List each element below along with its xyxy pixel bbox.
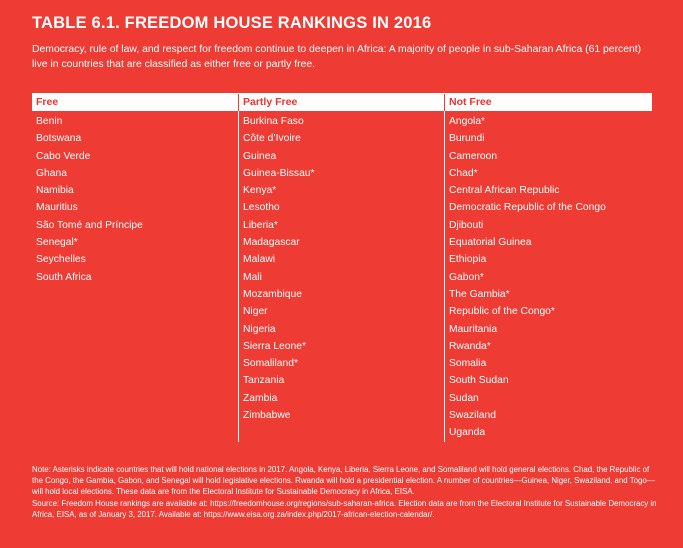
country-item: Burkina Faso (243, 116, 304, 127)
header-not-free: Not Free (444, 94, 652, 111)
country-item: Gabon* (449, 271, 484, 283)
country-item: Swaziland (449, 410, 496, 422)
country-item: South Africa (36, 271, 92, 283)
country-item: Central African Republic (449, 185, 560, 197)
country-item: Tanzania (243, 375, 285, 387)
header-free: Free (36, 96, 59, 108)
column-not-free (444, 111, 652, 442)
country-item: Lesotho (243, 202, 280, 214)
country-item: Botswana (36, 133, 82, 145)
country-item: Namibia (36, 185, 74, 197)
country-item: Kenya* (243, 185, 277, 197)
country-item: Cabo Verde (36, 150, 91, 162)
country-item: Senegal* (36, 237, 78, 249)
country-item: Zimbabwe (243, 410, 291, 422)
country-item: South Sudan (449, 375, 509, 387)
header-partly-free: Partly Free (238, 94, 444, 111)
country-item: Guinea (243, 150, 277, 162)
country-item: Ethiopia (449, 254, 487, 266)
country-item: Angola* (449, 116, 486, 127)
country-item: Djibouti (449, 219, 484, 231)
country-item: The Gambia* (449, 288, 510, 300)
rankings-table (32, 93, 652, 442)
footer-note: Note: Asterisks indicate countries that will hold national elections in 2017. Angola, Kenya, Liberia, Sierra Leone, and Somaliland will hold general elections. Chad, the Republic of the Congo, the Gambia, Gabon, and Senegal will hold legislative elections. Rwanda will hold a presidential election. A number of countries—Guinea, Niger, Swaziland, and Togo—will hold local elections. These data are from the Electoral Institute for Sustainable Democracy in Africa, EISA. (32, 465, 655, 496)
country-item: Seychelles (36, 254, 86, 266)
country-item: Ghana (36, 167, 67, 179)
country-item: Somalia (449, 358, 487, 370)
country-item: Sierra Leone* (243, 340, 306, 352)
country-item: Somaliland* (243, 358, 298, 370)
country-item: Mali (243, 271, 262, 283)
country-item: Mauritius (36, 202, 78, 214)
column-free (32, 111, 238, 442)
country-item: Sudan (449, 392, 479, 404)
country-item: São Tomé and Príncipe (36, 219, 143, 231)
country-item: Zambia (243, 392, 278, 404)
country-item: Benin (36, 116, 63, 127)
country-item: Niger (243, 306, 268, 318)
country-item: Cameroon (449, 150, 498, 162)
intro-paragraph: Democracy, rule of law, and respect for freedom continue to deepen in Africa: A majority of people in sub-Saharan Africa (61 percent) live in countries that are classified as either free or partly free. (32, 44, 642, 70)
table-body (32, 111, 652, 442)
country-item: Nigeria (243, 323, 276, 335)
footer-source: Source: Freedom House rankings are available at: https://freedomhouse.org/regions/sub-saharan-africa. Election data are from the Electoral Institute for Sustainable Democracy in Africa, EISA, as of January 3, 2017. Available at: https://www.eisa.org.za/index.php/2017-african-election-calendar/. (32, 499, 657, 520)
country-item: Madagascar (243, 237, 300, 249)
country-item: Malawi (243, 254, 276, 266)
country-item: Democratic Republic of the Congo (449, 202, 606, 214)
country-item: Chad* (449, 167, 478, 179)
country-item: Mauritania (449, 323, 498, 335)
column-partly-free (238, 111, 444, 442)
country-item: Uganda (449, 427, 486, 439)
country-item: Republic of the Congo* (449, 306, 555, 318)
country-item: Burundi (449, 133, 485, 145)
table-header-row (32, 94, 652, 111)
country-item: Liberia* (243, 219, 278, 231)
footer-notes (32, 465, 657, 523)
country-item: Rwanda* (449, 340, 491, 352)
table-title: TABLE 6.1. FREEDOM HOUSE RANKINGS IN 2016 (32, 14, 432, 32)
country-item: Côte d’Ivoire (243, 133, 301, 145)
country-item: Mozambique (243, 288, 302, 300)
country-item: Guinea-Bissau* (243, 167, 315, 179)
country-item: Equatorial Guinea (449, 237, 532, 249)
